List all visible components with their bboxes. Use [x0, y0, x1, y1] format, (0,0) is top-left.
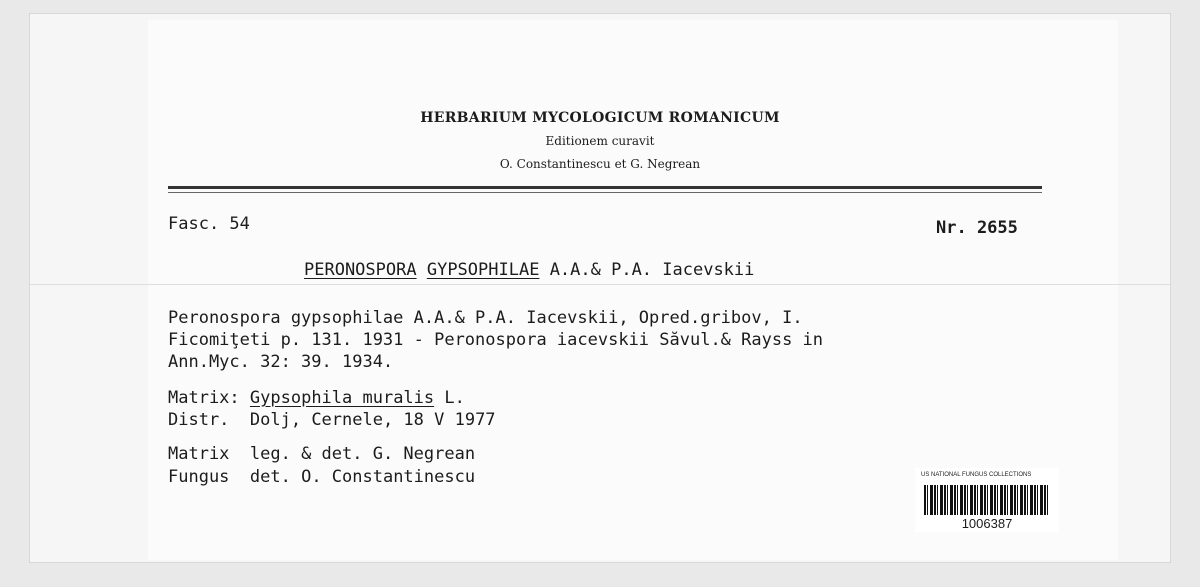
fungus-value: det. O. Constantinescu — [249, 467, 476, 487]
barcode-number: 1006387 — [961, 516, 1013, 531]
distribution-row — [168, 410, 496, 430]
matrix-value: Gypsophila muralis — [249, 388, 435, 408]
fungus-row — [168, 467, 475, 487]
collector-row — [168, 444, 475, 464]
herbarium-editors: O. Constantinescu et G. Negrean — [499, 157, 701, 171]
citation-line-3: Ann.Myc. 32: 39. 1934. — [168, 352, 394, 372]
exsiccata-number: Nr. 2655 — [936, 218, 1018, 238]
fascicle-number: Fasc. 54 — [168, 214, 250, 234]
collector-label: Matrix — [168, 444, 230, 464]
matrix-author: L. — [444, 388, 465, 408]
species-heading — [304, 260, 754, 280]
barcode-institution: US NATIONAL FUNGUS COLLECTIONS — [921, 472, 1032, 478]
barcode-label — [915, 468, 1059, 532]
header-rule — [168, 186, 1042, 189]
header-rule-thin — [168, 192, 1042, 193]
matrix-label: Matrix: — [168, 388, 240, 408]
fungus-label: Fungus — [168, 467, 230, 487]
species-epithet: GYPSOPHILAE — [426, 260, 540, 280]
barcode-bars — [924, 485, 1050, 515]
herbarium-subtitle: Editionem curavit — [545, 134, 655, 148]
fold-line — [30, 284, 1170, 285]
species-authority: A.A.& P.A. Iacevskii — [549, 260, 755, 280]
distr-label: Distr. — [168, 410, 230, 430]
herbarium-title: HERBARIUM MYCOLOGICUM ROMANICUM — [420, 110, 780, 126]
collector-value: leg. & det. G. Negrean — [249, 444, 476, 464]
citation-line-2: Ficomiţeti p. 131. 1931 - Peronospora iacevskii Săvul.& Rayss in — [168, 330, 824, 350]
matrix-row — [168, 388, 465, 408]
distr-value: Dolj, Cernele, 18 V 1977 — [249, 410, 496, 430]
species-genus: PERONOSPORA — [304, 260, 417, 280]
citation-line-1: Peronospora gypsophilae A.A.& P.A. Iacevskii, Opred.gribov, I. — [168, 308, 803, 328]
